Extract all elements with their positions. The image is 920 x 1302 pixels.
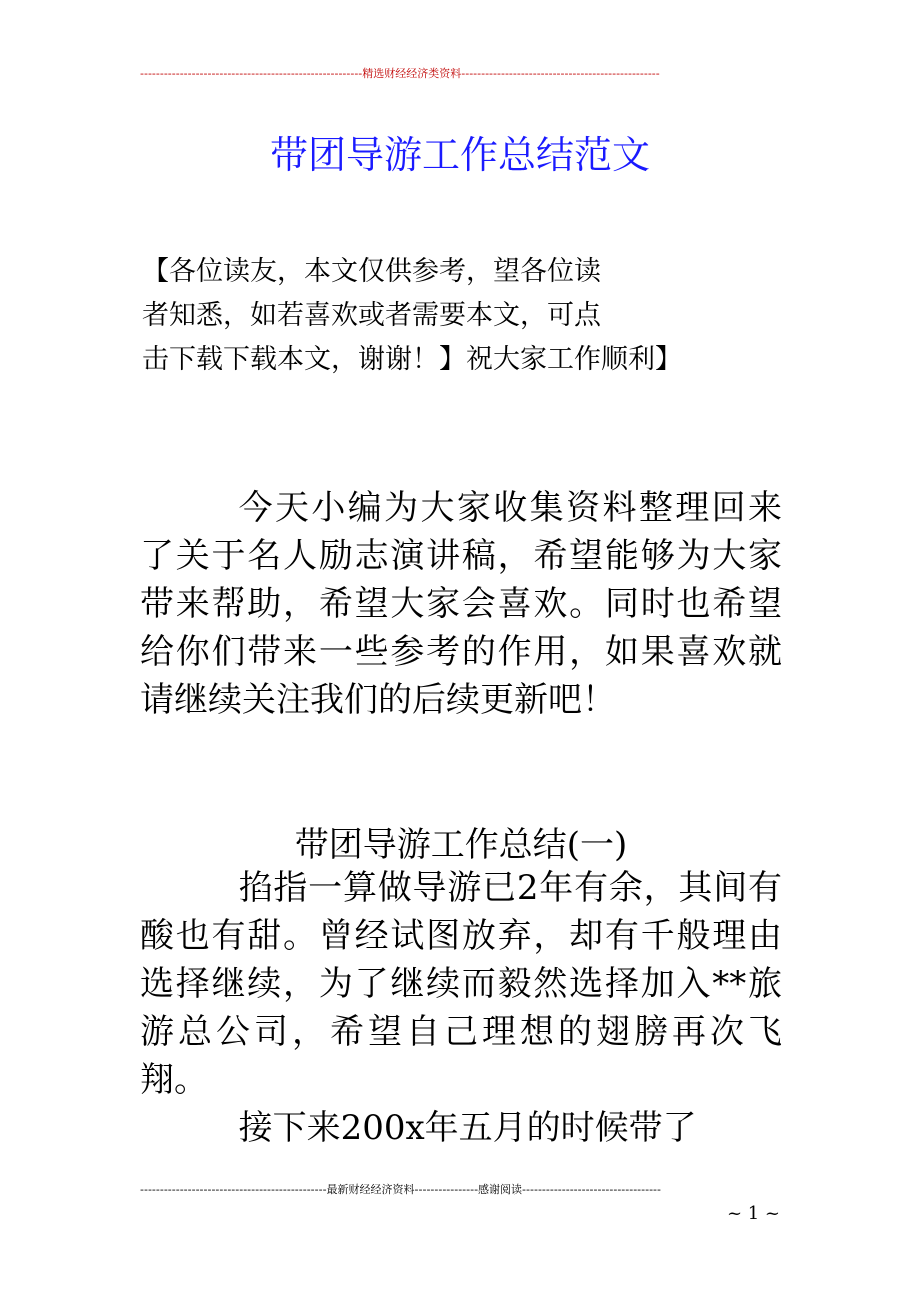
- notice-line: 者知悉，如若喜欢或者需要本文，可点: [142, 300, 601, 331]
- intro-section: [140, 484, 782, 724]
- section-heading: 带团导游工作总结(一): [294, 825, 628, 865]
- body-paragraph: 掐指一算做导游已2年有余，其间有酸也有甜。曾经试图放弃，却有千般理由选择继续，为了继续而毅然选择加入**旅游总公司，希望自己理想的翅膀再次飞翔。: [140, 868, 782, 1100]
- notice-line: 击下载下载本文，谢谢！】祝大家工作顺利】: [142, 344, 682, 375]
- document-title: 带团导游工作总结范文: [269, 133, 650, 177]
- page-footer-line: -----------------------------------------------最新财经经济资料----------------感谢阅读-----------------------------------: [140, 1183, 661, 1196]
- page-header-line: --------------------------------------------------------精选财经经济类资料--------------------------------------------------: [140, 67, 660, 80]
- notice-line: 【各位读友，本文仅供参考，望各位读: [142, 256, 601, 287]
- intro-paragraph: 今天小编为大家收集资料整理回来了关于名人励志演讲稿，希望能够为大家带来帮助，希望大家会喜欢。同时也希望给你们带来一些参考的作用，如果喜欢就请继续关注我们的后续更新吧！: [140, 488, 782, 720]
- body-paragraph: 接下来200x年五月的时候带了: [238, 1108, 697, 1148]
- reader-notice: [142, 250, 742, 382]
- page-number: ~ 1 ~: [726, 1203, 780, 1224]
- section-body: [140, 864, 782, 1152]
